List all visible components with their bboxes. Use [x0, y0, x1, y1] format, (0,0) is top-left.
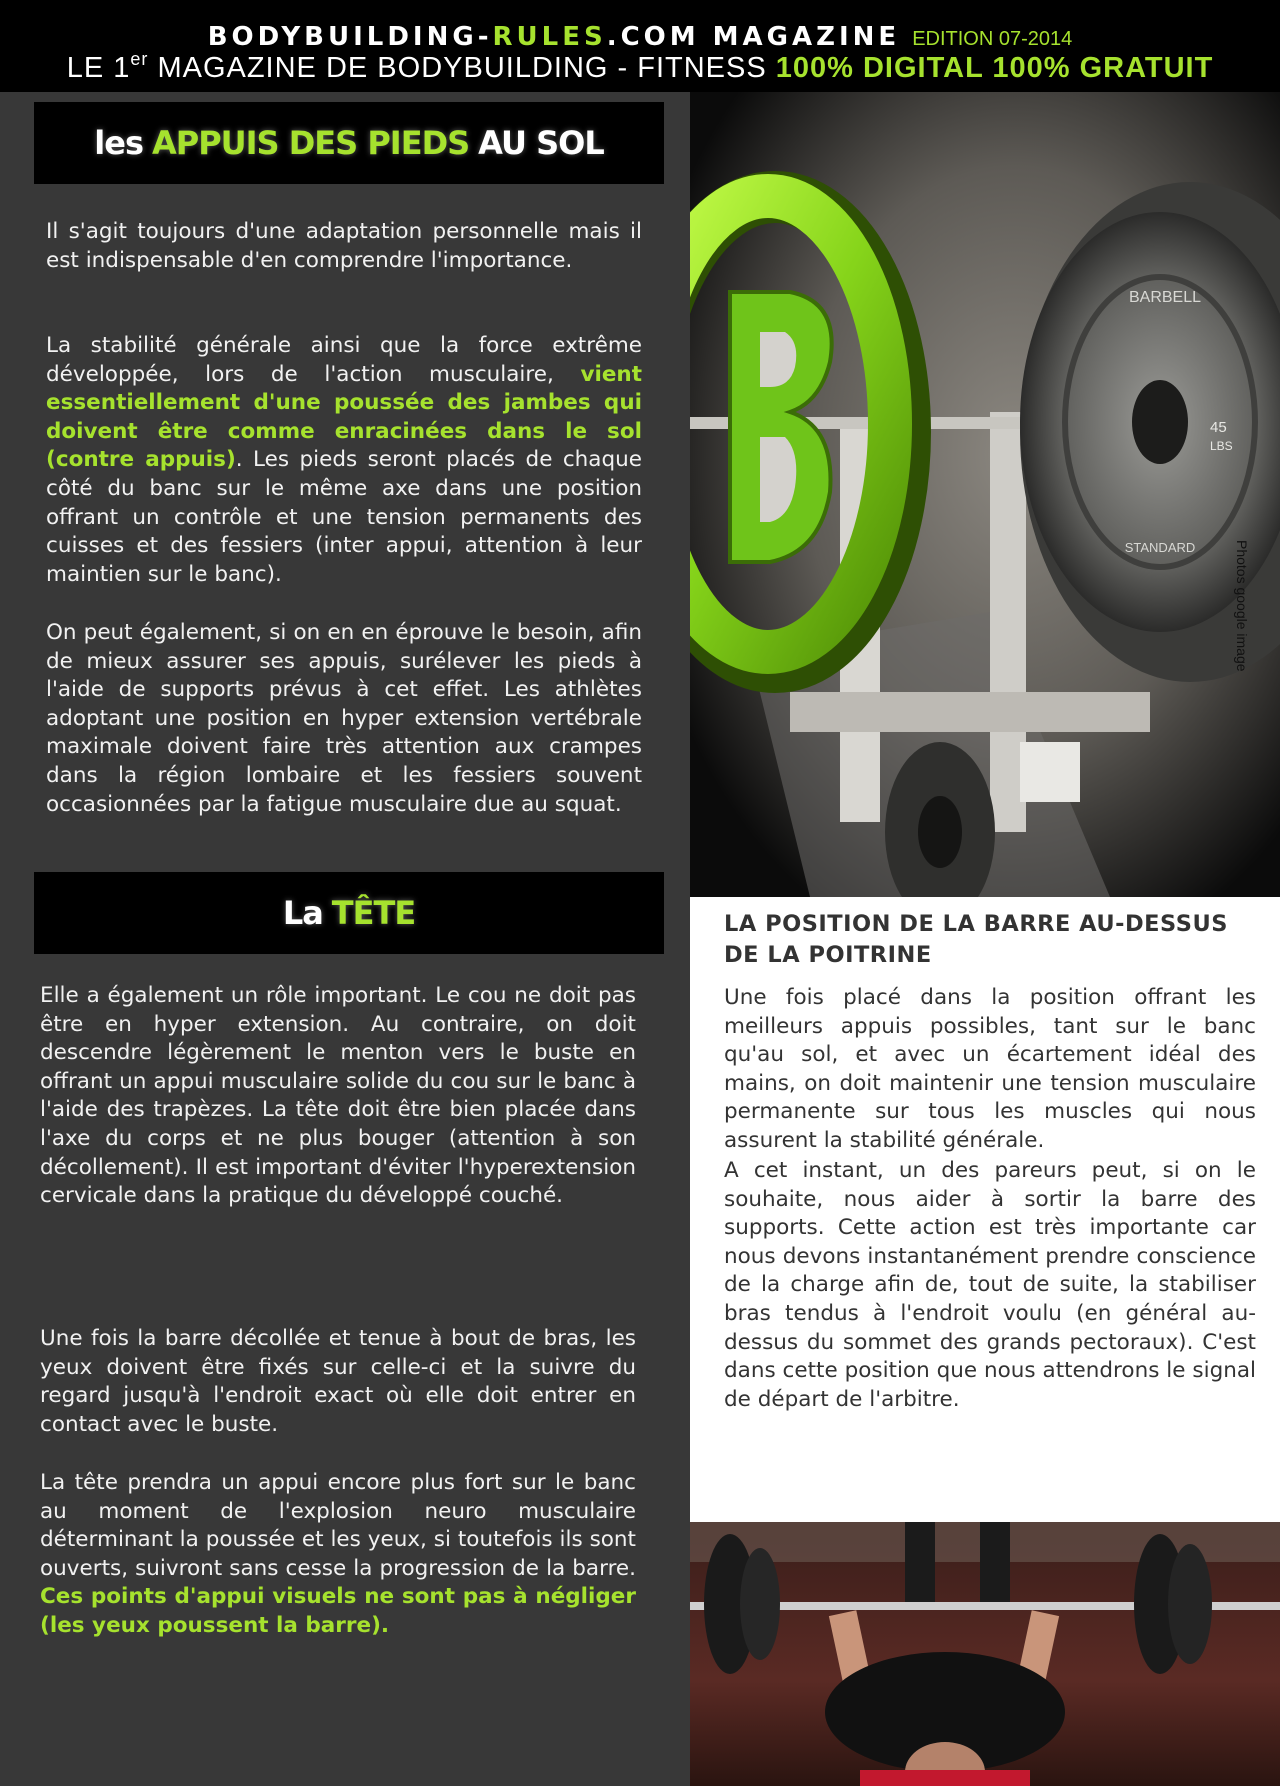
barre-paragraph-2: A cet instant, un des pareurs peut, si on le souhaite, nous aider à sortir la barre des supports. Cette action est très importante car nous devons instantanément prendre conscience de la charge afin de, tout de suite, la stabiliser bras tendus à l'endroit voulu (en général au-dessus du sommet des grands pectoraux). C'est dans cette position que nous attendrons le signal de départ de l'arbitre.: [724, 1158, 1256, 1412]
appuis-p2-start: La stabilité générale ainsi que la force extrême développée, lors de l'action musculaire,: [46, 333, 642, 387]
title-word-les: les: [94, 124, 143, 162]
tagline: [0, 49, 1280, 85]
lifter-illustration: [690, 1522, 1280, 1786]
magazine-header: [0, 0, 1280, 92]
bench-lifter-photo: [690, 1522, 1280, 1786]
tagline-superscript: er: [130, 49, 149, 69]
plate-unit-text: LBS: [1210, 439, 1233, 453]
bench-barbell-illustration: [690, 92, 1280, 897]
section-title-tete: [34, 872, 664, 954]
title-highlight-tete: TÊTE: [331, 894, 416, 932]
tagline-highlight: 100% DIGITAL 100% GRATUIT: [775, 52, 1214, 84]
barre-position-heading: LA POSITION DE LA BARRE AU-DESSUS DE LA POITRINE: [724, 911, 1228, 968]
section-title-appuis: [34, 102, 664, 184]
title-word-au-sol: AU SOL: [478, 124, 604, 162]
appuis-paragraph-1: Il s'agit toujours d'une adaptation personnelle mais il est indispensable d'en comprendre l'importance.: [46, 219, 642, 273]
left-column: [0, 92, 690, 1786]
tete-p3-start: La tête prendra un appui encore plus fort sur le banc au moment de l'explosion neuro musculaire déterminant la poussée et les yeux, si toutefois ils sont ouverts, suivront sans cesse la progression de la barre.: [40, 1470, 636, 1581]
masthead: [0, 22, 1280, 52]
brand-part2: RULES: [492, 22, 607, 52]
photo-credit: Photos google image: [1234, 540, 1250, 672]
tagline-middle: MAGAZINE DE BODYBUILDING - FITNESS: [148, 52, 776, 84]
right-text-panel: [690, 897, 1280, 1522]
plate-brand-text: BARBELL: [1128, 289, 1202, 306]
brand-part3: .COM MAGAZINE: [606, 22, 901, 52]
appuis-p2-highlight: vient essentiellement d'une poussée des jambes qui doivent être comme enracinées dans le sol (contre appuis): [46, 361, 642, 473]
barre-paragraph-1: Une fois placé dans la position offrant les meilleurs appuis possibles, tant sur le banc qu'au sol, et avec un écartement idéal des mains, on doit maintenir une tension musculaire permanente sur tous les muscles qui nous assurent la stabilité générale.: [724, 985, 1256, 1153]
tagline-le: LE 1: [66, 52, 131, 84]
tete-paragraph-1: Elle a également un rôle important. Le cou ne doit pas être en hyper extension. Au contraire, on doit descendre légèrement le menton vers le buste en offrant un appui musculaire solide du cou sur le banc à l'aide des trapèzes. La tête doit être bien placée dans l'axe du corps et ne plus bouger (attention à son décollement). Il est important d'éviter l'hyperextension cervicale dans la pratique du développé couché.: [40, 983, 636, 1209]
title-highlight-appuis: APPUIS DES PIEDS: [151, 124, 470, 162]
tete-paragraph-2: Une fois la barre décollée et tenue à bout de bras, les yeux doivent être fixés sur celle-ci et la suivre du regard jusqu'à l'endroit exact où elle doit entrer en contact avec le buste.: [40, 1326, 636, 1437]
appuis-paragraph-2: [46, 332, 642, 589]
edition-label: EDITION 07-2014: [912, 28, 1073, 50]
appuis-paragraph-3: On peut également, si on en en éprouve le besoin, afin de mieux assurer ses appuis, surélever les pieds à l'aide de supports prévus à cet effet. Les athlètes adoptant une position en hyper extension vertébrale maximale doivent faire très attention aux crampes dans la région lombaire et les fessiers souvent occasionnées par la fatigue musculaire due au squat.: [46, 620, 642, 817]
title-word-la: La: [282, 894, 323, 932]
appuis-p2-end: . Les pieds seront placés de chaque côté du banc sur le même axe dans une position offrant un contrôle et une tension permanents des cuisses et des fessiers (inter appui, attention à leur maintien sur le banc).: [46, 447, 642, 587]
plate-weight-text: 45: [1210, 419, 1227, 436]
magazine-name: [208, 22, 900, 52]
plate-maker-text: STANDARD: [1124, 540, 1196, 555]
tete-paragraph-3: [40, 1469, 636, 1641]
bench-pad: [860, 1770, 1030, 1786]
bench-press-photo: [690, 92, 1280, 897]
brand-part1: BODYBUILDING-: [207, 22, 493, 52]
tete-p3-highlight: Ces points d'appui visuels ne sont pas à négliger (les yeux poussent la barre).: [40, 1584, 636, 1638]
